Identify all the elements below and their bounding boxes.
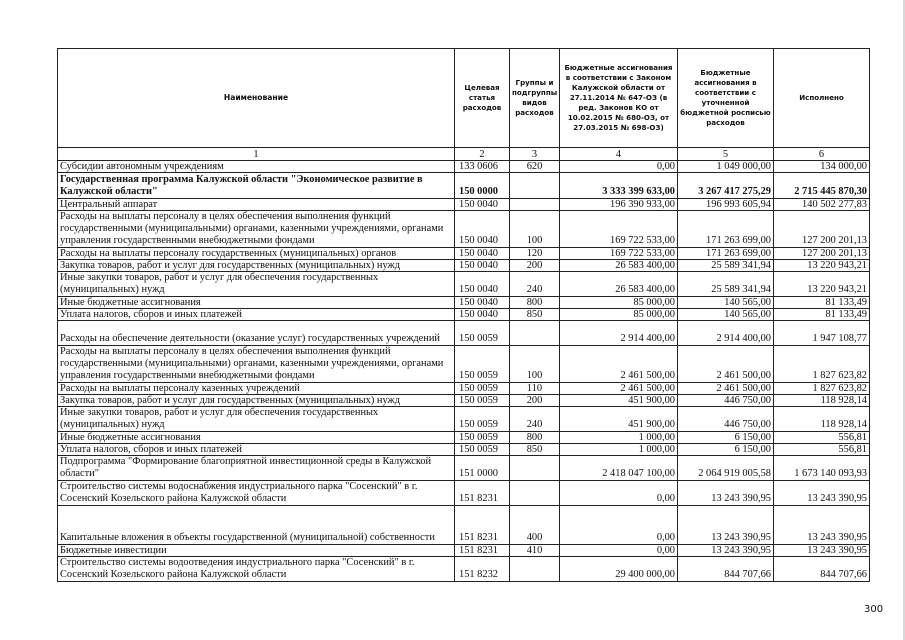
row-refined-amount: 446 750,00 [678, 407, 774, 432]
row-name: Закупка товаров, работ и услуг для государственных (муниципальных) нужд [58, 260, 455, 272]
row-group: 100 [510, 346, 560, 383]
row-group: 620 [510, 161, 560, 173]
table-row [58, 260, 870, 272]
row-executed-amount: 81 133,49 [774, 309, 870, 321]
header-row [58, 49, 870, 148]
row-executed-amount: 118 928,14 [774, 395, 870, 407]
row-law-amount: 29 400 000,00 [560, 557, 678, 582]
row-code: 151 8231 [455, 481, 510, 506]
row-refined-amount: 25 589 341,94 [678, 260, 774, 272]
row-executed-amount: 13 243 390,95 [774, 481, 870, 506]
row-executed-amount: 844 707,66 [774, 557, 870, 582]
row-law-amount: 0,00 [560, 545, 678, 557]
table-body [58, 148, 870, 582]
row-code: 150 0040 [455, 211, 510, 248]
row-executed-amount: 1 673 140 093,93 [774, 456, 870, 481]
header-law: Бюджетные ассигнования в соответствии с Законом Калужской области от 27.11.2014 № 647-ОЗ (в ред. Законов КО от 10.02.2015 № 680-ОЗ, от 27.03.2015 № 698-ОЗ) [560, 49, 678, 148]
row-code: 150 0040 [455, 297, 510, 309]
row-refined-amount: 140 565,00 [678, 297, 774, 309]
row-executed-amount: 556,81 [774, 432, 870, 444]
row-code: 150 0040 [455, 199, 510, 211]
row-name: Расходы на выплаты персоналу казенных учреждений [58, 383, 455, 395]
row-law-amount: 1 000,00 [560, 444, 678, 456]
table-row [58, 173, 870, 199]
row-executed-amount: 556,81 [774, 444, 870, 456]
column-number: 6 [774, 148, 870, 161]
row-refined-amount: 2 914 400,00 [678, 321, 774, 346]
table-row [58, 211, 870, 248]
row-refined-amount: 196 993 605,94 [678, 199, 774, 211]
column-number: 5 [678, 148, 774, 161]
row-law-amount: 85 000,00 [560, 309, 678, 321]
row-name: Строительство системы водоотведения индустриального парка "Сосенский" в г. Сосенский Козельского района Калужской области [58, 557, 455, 582]
table-row [58, 248, 870, 260]
column-number: 1 [58, 148, 455, 161]
row-group: 240 [510, 407, 560, 432]
row-refined-amount: 171 263 699,00 [678, 211, 774, 248]
page-number: 300 [864, 604, 884, 615]
table-row [58, 432, 870, 444]
row-code: 151 8231 [455, 545, 510, 557]
row-name: Иные закупки товаров, работ и услуг для обеспечения государственных (муниципальных) нужд [58, 272, 455, 297]
row-group: 410 [510, 545, 560, 557]
row-refined-amount: 13 243 390,95 [678, 506, 774, 545]
row-refined-amount: 2 461 500,00 [678, 346, 774, 383]
row-executed-amount: 134 000,00 [774, 161, 870, 173]
row-name: Иные закупки товаров, работ и услуг для обеспечения государственных (муниципальных) нужд [58, 407, 455, 432]
table-row [58, 297, 870, 309]
table-row [58, 557, 870, 582]
row-law-amount: 85 000,00 [560, 297, 678, 309]
row-group [510, 557, 560, 582]
column-number: 4 [560, 148, 678, 161]
row-code: 150 0040 [455, 260, 510, 272]
table-row [58, 395, 870, 407]
row-code: 150 0059 [455, 383, 510, 395]
row-law-amount: 196 390 933,00 [560, 199, 678, 211]
row-name: Расходы на обеспечение деятельности (оказание услуг) государственных учреждений [58, 321, 455, 346]
row-law-amount: 2 461 500,00 [560, 346, 678, 383]
row-name: Центральный аппарат [58, 199, 455, 211]
row-refined-amount: 13 243 390,95 [678, 481, 774, 506]
row-law-amount: 2 418 047 100,00 [560, 456, 678, 481]
row-law-amount: 169 722 533,00 [560, 248, 678, 260]
row-refined-amount: 171 263 699,00 [678, 248, 774, 260]
row-name: Субсидии автономным учреждениям [58, 161, 455, 173]
row-code: 150 0040 [455, 272, 510, 297]
row-group: 850 [510, 444, 560, 456]
table-row [58, 383, 870, 395]
row-code: 151 0000 [455, 456, 510, 481]
row-name: Иные бюджетные ассигнования [58, 432, 455, 444]
row-law-amount: 1 000,00 [560, 432, 678, 444]
row-group [510, 321, 560, 346]
row-name: Закупка товаров, работ и услуг для государственных (муниципальных) нужд [58, 395, 455, 407]
row-code: 150 0040 [455, 248, 510, 260]
row-name: Расходы на выплаты персоналу государственных (муниципальных) органов [58, 248, 455, 260]
row-name: Уплата налогов, сборов и иных платежей [58, 309, 455, 321]
header-code: Целевая статья расходов [455, 49, 510, 148]
row-law-amount: 451 900,00 [560, 407, 678, 432]
row-law-amount: 26 583 400,00 [560, 260, 678, 272]
row-executed-amount: 13 220 943,21 [774, 260, 870, 272]
table-row [58, 309, 870, 321]
row-refined-amount: 3 267 417 275,29 [678, 173, 774, 199]
row-executed-amount: 140 502 277,83 [774, 199, 870, 211]
row-law-amount: 0,00 [560, 161, 678, 173]
row-law-amount: 3 333 399 633,00 [560, 173, 678, 199]
row-law-amount: 451 900,00 [560, 395, 678, 407]
row-name: Строительство системы водоснабжения индустриального парка "Сосенский" в г. Сосенский Козельского района Калужской области [58, 481, 455, 506]
row-group: 800 [510, 432, 560, 444]
row-group: 240 [510, 272, 560, 297]
row-group [510, 173, 560, 199]
row-refined-amount: 446 750,00 [678, 395, 774, 407]
row-law-amount: 169 722 533,00 [560, 211, 678, 248]
row-law-amount: 0,00 [560, 481, 678, 506]
row-code: 150 0059 [455, 444, 510, 456]
row-refined-amount: 140 565,00 [678, 309, 774, 321]
row-group: 100 [510, 211, 560, 248]
row-code: 150 0059 [455, 407, 510, 432]
row-executed-amount: 13 243 390,95 [774, 506, 870, 545]
row-executed-amount: 1 827 623,82 [774, 346, 870, 383]
row-name: Подпрограмма "Формирование благоприятной инвестиционной среды в Калужской области" [58, 456, 455, 481]
header-name: Наименование [58, 49, 455, 148]
table-row [58, 456, 870, 481]
row-group: 110 [510, 383, 560, 395]
row-executed-amount: 81 133,49 [774, 297, 870, 309]
row-group: 200 [510, 260, 560, 272]
row-executed-amount: 118 928,14 [774, 407, 870, 432]
table-row [58, 199, 870, 211]
row-group [510, 456, 560, 481]
row-law-amount: 2 461 500,00 [560, 383, 678, 395]
row-refined-amount: 25 589 341,94 [678, 272, 774, 297]
row-executed-amount: 127 200 201,13 [774, 211, 870, 248]
column-number-row [58, 148, 870, 161]
row-code: 151 8232 [455, 557, 510, 582]
column-number: 3 [510, 148, 560, 161]
row-refined-amount: 13 243 390,95 [678, 545, 774, 557]
row-name: Бюджетные инвестиции [58, 545, 455, 557]
row-law-amount: 26 583 400,00 [560, 272, 678, 297]
row-executed-amount: 1 947 108,77 [774, 321, 870, 346]
row-refined-amount: 6 150,00 [678, 432, 774, 444]
row-law-amount: 0,00 [560, 506, 678, 545]
header-executed: Исполнено [774, 49, 870, 148]
row-code: 151 8231 [455, 506, 510, 545]
row-name: Расходы на выплаты персоналу в целях обеспечения выполнения функций государственными (муниципальными) органами, казенными учреждениями, органами управления государственными внебюджетными фондами [58, 211, 455, 248]
row-code: 150 0040 [455, 309, 510, 321]
row-refined-amount: 2 064 919 005,58 [678, 456, 774, 481]
table-row [58, 346, 870, 383]
row-refined-amount: 6 150,00 [678, 444, 774, 456]
row-code: 150 0059 [455, 346, 510, 383]
budget-table [57, 48, 870, 582]
table-row [58, 506, 870, 545]
row-code: 133 0606 [455, 161, 510, 173]
column-number: 2 [455, 148, 510, 161]
table-row [58, 444, 870, 456]
row-code: 150 0059 [455, 395, 510, 407]
row-executed-amount: 1 827 623,82 [774, 383, 870, 395]
row-executed-amount: 13 243 390,95 [774, 545, 870, 557]
row-group: 400 [510, 506, 560, 545]
row-code: 150 0059 [455, 321, 510, 346]
row-executed-amount: 13 220 943,21 [774, 272, 870, 297]
row-refined-amount: 1 049 000,00 [678, 161, 774, 173]
row-name: Иные бюджетные ассигнования [58, 297, 455, 309]
row-executed-amount: 127 200 201,13 [774, 248, 870, 260]
table-row [58, 407, 870, 432]
row-name: Расходы на выплаты персоналу в целях обеспечения выполнения функций государственными (муниципальными) органами, казенными учреждениями, органами управления государственными внебюджетными фондами [58, 346, 455, 383]
table-row [58, 272, 870, 297]
table-row [58, 161, 870, 173]
row-group: 800 [510, 297, 560, 309]
row-name: Государственная программа Калужской области "Экономическое развитие в Калужской области" [58, 173, 455, 199]
row-code: 150 0000 [455, 173, 510, 199]
row-law-amount: 2 914 400,00 [560, 321, 678, 346]
table-row [58, 545, 870, 557]
table-row [58, 481, 870, 506]
row-group: 200 [510, 395, 560, 407]
row-name: Уплата налогов, сборов и иных платежей [58, 444, 455, 456]
row-refined-amount: 844 707,66 [678, 557, 774, 582]
header-refined: Бюджетные ассигнования в соответствии с уточненной бюджетной росписью расходов [678, 49, 774, 148]
table-row [58, 321, 870, 346]
row-group [510, 199, 560, 211]
row-group: 120 [510, 248, 560, 260]
row-group [510, 481, 560, 506]
row-group: 850 [510, 309, 560, 321]
header-group: Группы и подгруппы видов расходов [510, 49, 560, 148]
row-code: 150 0059 [455, 432, 510, 444]
row-refined-amount: 2 461 500,00 [678, 383, 774, 395]
row-executed-amount: 2 715 445 870,30 [774, 173, 870, 199]
row-name: Капитальные вложения в объекты государственной (муниципальной) собственности [58, 506, 455, 545]
